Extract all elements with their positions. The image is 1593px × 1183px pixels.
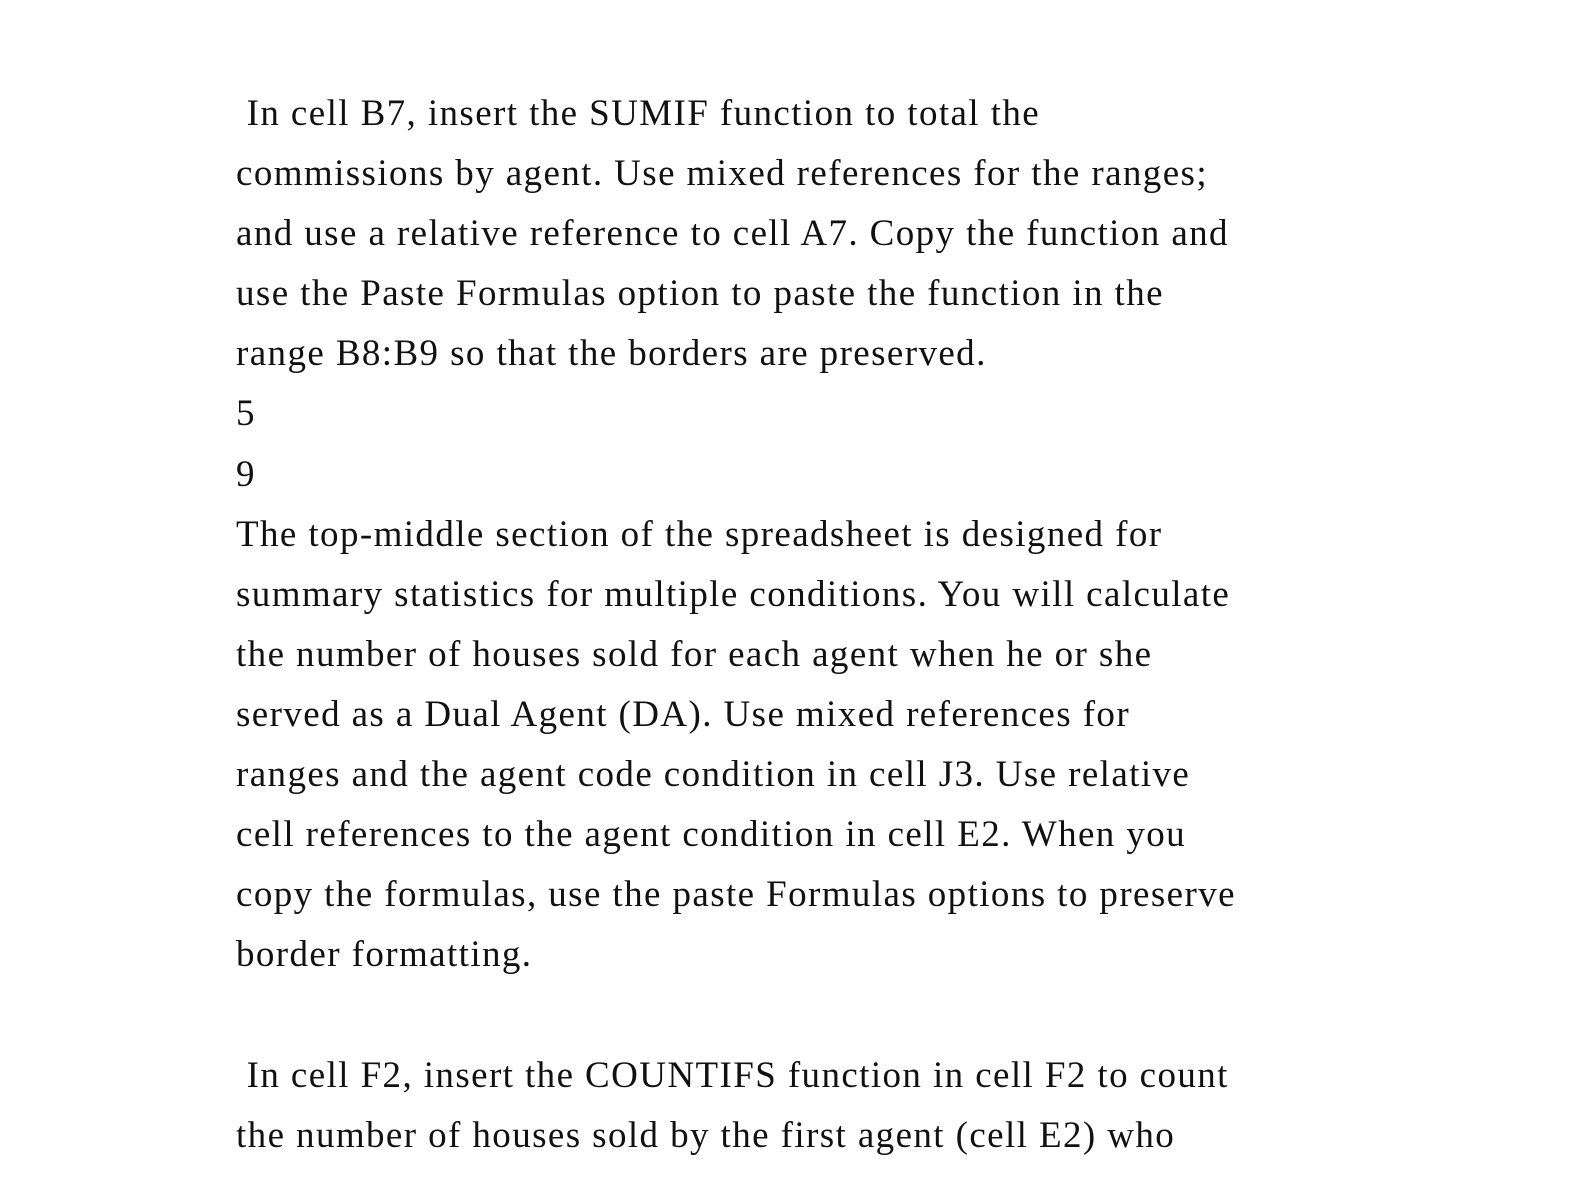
text-line: range B8:B9 so that the borders are preserved. [236,333,987,375]
text-line: copy the formulas, use the paste Formulas options to preserve [236,874,1236,916]
text-line: the number of houses sold for each agent when he or she [236,633,1153,675]
document-page [236,84,1386,1166]
text-line: and use a relative reference to cell A7. Copy the function and [236,213,1229,255]
text-line: the number of houses sold by the first agent (cell E2) who [236,1114,1176,1156]
text-line: cell references to the agent condition in cell E2. When you [236,814,1187,856]
instruction-paragraph-countifs [236,1046,1386,1166]
text-line: The top-middle section of the spreadsheet is designed for [236,513,1163,555]
step-number: 9 [236,453,255,495]
section-description-paragraph [236,505,1386,986]
text-line: use the Paste Formulas option to paste the function in the [236,273,1164,315]
text-line: border formatting. [236,934,533,976]
blank-line [236,985,1386,1045]
text-line: commissions by agent. Use mixed references for the ranges; [236,153,1208,195]
text-line: summary statistics for multiple conditions. You will calculate [236,573,1231,615]
text-line: In cell F2, insert the COUNTIFS function in cell F2 to count [236,1054,1229,1096]
text-line: served as a Dual Agent (DA). Use mixed references for [236,693,1131,735]
text-line: In cell B7, insert the SUMIF function to total the [236,93,1041,134]
instruction-paragraph-sumif [236,84,1386,384]
step-number: 5 [236,393,255,435]
text-line: ranges and the agent code condition in cell J3. Use relative [236,754,1191,796]
